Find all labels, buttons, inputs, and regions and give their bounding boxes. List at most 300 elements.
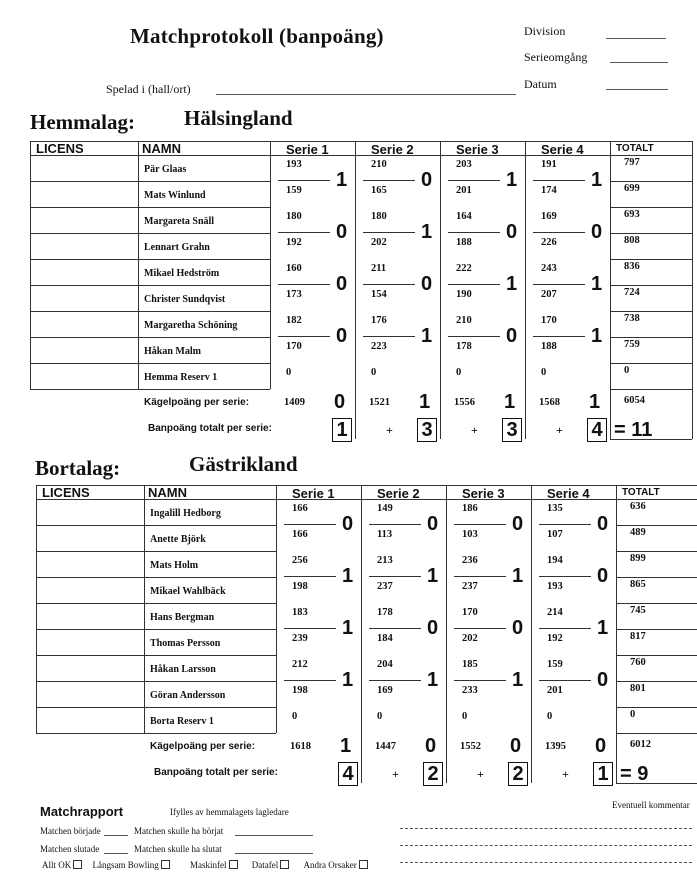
plus-sign: +	[562, 767, 569, 781]
pair-point[interactable]: 0	[421, 273, 433, 295]
option-andra-orsaker[interactable]: Andra Orsaker	[303, 860, 367, 870]
player-score[interactable]: 174	[541, 185, 557, 196]
table-row-line	[30, 207, 270, 208]
pair-point[interactable]: 0	[336, 325, 348, 347]
pair-point[interactable]: 1	[342, 669, 354, 691]
player-name: Margareta Snäll	[144, 216, 215, 227]
ban-total[interactable]: = 9	[620, 763, 649, 785]
pair-divider	[284, 576, 336, 577]
table-row-line	[610, 337, 692, 338]
started-field[interactable]	[104, 835, 128, 836]
plus-sign: +	[386, 423, 393, 437]
column-header-serie-4: Serie 4	[547, 486, 590, 501]
player-total[interactable]: 759	[624, 339, 640, 350]
ended-field[interactable]	[104, 853, 128, 854]
player-score[interactable]: 222	[456, 263, 472, 274]
column-header-namn: NAMN	[148, 485, 187, 500]
player-total[interactable]: 808	[624, 235, 640, 246]
table-column-line	[276, 485, 277, 733]
fill-note: Ifylles av hemmalagets lagledare	[170, 807, 289, 817]
table-row-line	[610, 363, 692, 364]
table-column-line	[138, 141, 139, 389]
player-score[interactable]: 0	[377, 711, 383, 722]
player-score[interactable]: 191	[541, 159, 557, 170]
table-column-line	[616, 485, 617, 783]
home-role-label: Hemmalag:	[30, 110, 135, 134]
pair-point[interactable]: 1	[512, 669, 524, 691]
player-score[interactable]: 237	[462, 581, 478, 592]
player-total[interactable]: 738	[624, 313, 640, 324]
kagel-label: Kägelpoäng per serie:	[144, 397, 250, 408]
table-row-line	[30, 363, 270, 364]
spelad-field[interactable]	[216, 94, 516, 95]
kagel-point[interactable]: 0	[425, 735, 437, 757]
player-name: Ingalill Hedborg	[150, 508, 221, 519]
option-langsam-bowling[interactable]: Långsam Bowling	[93, 860, 170, 870]
pair-point[interactable]: 1	[421, 221, 433, 243]
player-score[interactable]: 193	[547, 581, 563, 592]
player-total[interactable]: 489	[630, 527, 646, 538]
kagel-score[interactable]: 1447	[375, 741, 396, 752]
kagel-score[interactable]: 1521	[369, 397, 390, 408]
pair-divider	[533, 336, 585, 337]
player-total[interactable]: 0	[630, 709, 636, 720]
kagel-score[interactable]: 1409	[284, 397, 305, 408]
table-row-line	[610, 207, 692, 208]
pair-point[interactable]: 0	[597, 513, 609, 535]
comment-label: Eventuell kommentar	[612, 800, 690, 810]
player-name: Mats Winlund	[144, 190, 206, 201]
pair-divider	[363, 336, 415, 337]
kagel-total[interactable]: 6054	[624, 395, 645, 406]
column-header-serie-3: Serie 3	[462, 486, 505, 501]
player-score[interactable]: 182	[286, 315, 302, 326]
player-score[interactable]: 107	[547, 529, 563, 540]
table-column-line	[446, 485, 447, 783]
player-score[interactable]: 201	[547, 685, 563, 696]
player-score[interactable]: 236	[462, 555, 478, 566]
table-row-line	[36, 603, 276, 604]
table-row-line	[610, 311, 692, 312]
pair-divider	[448, 336, 500, 337]
kagel-point[interactable]: 0	[334, 391, 346, 413]
pair-point[interactable]: 1	[421, 325, 433, 347]
player-score[interactable]: 211	[371, 263, 387, 274]
kagel-point[interactable]: 1	[504, 391, 516, 413]
pair-point[interactable]: 1	[506, 169, 518, 191]
division-field[interactable]	[606, 38, 666, 39]
player-score[interactable]: 202	[462, 633, 478, 644]
player-score[interactable]: 149	[377, 503, 393, 514]
comment-line-3[interactable]	[400, 862, 692, 863]
should-end-label: Matchen skulle ha slutat	[134, 844, 222, 854]
pair-divider	[448, 180, 500, 181]
player-name: Håkan Malm	[144, 346, 201, 357]
pair-divider	[284, 680, 336, 681]
pair-point[interactable]: 1	[342, 565, 354, 587]
table-column-line	[361, 485, 362, 783]
column-header-totalt: TOTALT	[616, 143, 654, 154]
player-score[interactable]: 170	[462, 607, 478, 618]
comment-line-2[interactable]	[400, 845, 692, 846]
player-score[interactable]: 239	[292, 633, 308, 644]
pair-point[interactable]: 0	[512, 513, 524, 535]
player-total[interactable]: 797	[624, 157, 640, 168]
pair-point[interactable]: 1	[342, 617, 354, 639]
player-score[interactable]: 169	[377, 685, 393, 696]
player-score[interactable]: 188	[456, 237, 472, 248]
player-score[interactable]: 243	[541, 263, 557, 274]
spelad-label: Spelad i (hall/ort)	[106, 82, 191, 96]
pair-divider	[278, 180, 330, 181]
player-score[interactable]: 180	[286, 211, 302, 222]
kagel-point[interactable]: 1	[340, 735, 352, 757]
pair-point[interactable]: 1	[591, 169, 603, 191]
player-score[interactable]: 0	[371, 367, 377, 378]
pair-point[interactable]: 1	[512, 565, 524, 587]
player-score[interactable]: 0	[456, 367, 462, 378]
player-score[interactable]: 170	[541, 315, 557, 326]
table-row-line	[616, 551, 697, 552]
player-score[interactable]: 193	[286, 159, 302, 170]
pair-divider	[533, 284, 585, 285]
player-score[interactable]: 159	[286, 185, 302, 196]
player-name: Pär Glaas	[144, 164, 187, 175]
report-title: Matchrapport	[40, 804, 124, 819]
option-maskinfel[interactable]: Maskinfel	[190, 860, 238, 870]
pair-divider	[454, 524, 506, 525]
table-top-border	[36, 485, 697, 486]
player-score[interactable]: 178	[456, 341, 472, 352]
player-total[interactable]: 724	[624, 287, 640, 298]
checkbox[interactable]	[161, 860, 170, 869]
kagel-score[interactable]: 1556	[454, 397, 475, 408]
pair-point[interactable]: 1	[591, 273, 603, 295]
player-score[interactable]: 203	[456, 159, 472, 170]
player-score[interactable]: 135	[547, 503, 563, 514]
player-total[interactable]: 817	[630, 631, 646, 642]
player-total[interactable]: 693	[624, 209, 640, 220]
page-title: Matchprotokoll (banpoäng)	[130, 24, 384, 48]
pair-divider	[448, 232, 500, 233]
player-total[interactable]: 801	[630, 683, 646, 694]
pair-divider	[539, 576, 591, 577]
player-score[interactable]: 207	[541, 289, 557, 300]
column-header-totalt: TOTALT	[622, 487, 660, 498]
pair-point[interactable]: 1	[506, 273, 518, 295]
player-score[interactable]: 194	[547, 555, 563, 566]
table-column-line	[355, 141, 356, 439]
table-column-line	[525, 141, 526, 439]
ban-total[interactable]: = 11	[614, 419, 653, 441]
player-score[interactable]: 256	[292, 555, 308, 566]
player-name: Anette Björk	[150, 534, 206, 545]
player-score[interactable]: 165	[371, 185, 387, 196]
player-score[interactable]: 0	[286, 367, 292, 378]
pair-divider	[448, 284, 500, 285]
player-score[interactable]: 192	[286, 237, 302, 248]
column-header-serie-4: Serie 4	[541, 142, 584, 157]
player-score[interactable]: 201	[456, 185, 472, 196]
pair-point[interactable]: 1	[427, 669, 439, 691]
checkbox[interactable]	[229, 860, 238, 869]
checkbox[interactable]	[280, 860, 289, 869]
table-row-line	[30, 285, 270, 286]
status-options	[42, 860, 368, 870]
pair-point[interactable]: 1	[591, 325, 603, 347]
player-score[interactable]: 159	[547, 659, 563, 670]
pair-divider	[369, 576, 421, 577]
table-row-line	[36, 525, 276, 526]
player-score[interactable]: 226	[541, 237, 557, 248]
pair-point[interactable]: 0	[506, 325, 518, 347]
player-score[interactable]: 160	[286, 263, 302, 274]
table-column-line	[270, 141, 271, 389]
player-name: Mikael Wahlbäck	[150, 586, 226, 597]
pair-divider	[539, 680, 591, 681]
player-score[interactable]: 154	[371, 289, 387, 300]
player-score[interactable]: 166	[292, 503, 308, 514]
table-row-line	[36, 629, 276, 630]
player-name: Hemma Reserv 1	[144, 372, 218, 383]
plus-sign: +	[392, 767, 399, 781]
player-score[interactable]: 0	[541, 367, 547, 378]
table-column-line	[30, 141, 31, 389]
table-row-line	[616, 707, 697, 708]
table-row-line	[36, 681, 276, 682]
ban-point-box[interactable]: 4	[338, 762, 358, 786]
pair-point[interactable]: 0	[336, 221, 348, 243]
player-score[interactable]: 237	[377, 581, 393, 592]
ban-point-box[interactable]: 1	[332, 418, 352, 442]
player-name: Mikael Hedström	[144, 268, 220, 279]
player-total[interactable]: 760	[630, 657, 646, 668]
table-column-line	[692, 141, 693, 439]
pair-point[interactable]: 0	[506, 221, 518, 243]
table-row-line	[36, 577, 276, 578]
kagel-point[interactable]: 0	[510, 735, 522, 757]
table-row-line	[36, 707, 276, 708]
table-column-line	[531, 485, 532, 783]
datum-label: Datum	[524, 77, 557, 91]
player-total[interactable]: 699	[624, 183, 640, 194]
option-datafel[interactable]: Datafel	[252, 860, 289, 870]
should-start-label: Matchen skulle ha börjat	[134, 826, 224, 836]
table-row-line	[36, 551, 276, 552]
player-score[interactable]: 0	[292, 711, 298, 722]
pair-divider	[363, 284, 415, 285]
player-score[interactable]: 180	[371, 211, 387, 222]
table-row-line	[30, 311, 270, 312]
player-score[interactable]: 164	[456, 211, 472, 222]
table-header-border	[30, 155, 692, 156]
table-row-line	[610, 389, 692, 390]
datum-field[interactable]	[606, 89, 668, 90]
player-score[interactable]: 170	[286, 341, 302, 352]
kagel-score[interactable]: 1552	[460, 741, 481, 752]
player-score[interactable]: 178	[377, 607, 393, 618]
player-score[interactable]: 185	[462, 659, 478, 670]
pair-divider	[454, 680, 506, 681]
player-name: Mats Holm	[150, 560, 199, 571]
player-score[interactable]: 190	[456, 289, 472, 300]
player-score[interactable]: 188	[541, 341, 557, 352]
player-score[interactable]: 210	[456, 315, 472, 326]
pair-point[interactable]: 1	[597, 617, 609, 639]
player-score[interactable]: 103	[462, 529, 478, 540]
table-row-line	[610, 285, 692, 286]
kagel-score[interactable]: 1618	[290, 741, 311, 752]
table-row-line	[36, 655, 276, 656]
player-score[interactable]: 169	[541, 211, 557, 222]
player-name: Thomas Persson	[150, 638, 221, 649]
ban-point-box[interactable]: 4	[587, 418, 607, 442]
player-score[interactable]: 223	[371, 341, 387, 352]
player-total[interactable]: 836	[624, 261, 640, 272]
pair-divider	[284, 524, 336, 525]
pair-point[interactable]: 0	[591, 221, 603, 243]
player-score[interactable]: 166	[292, 529, 308, 540]
pair-divider	[278, 232, 330, 233]
ban-point-box[interactable]: 3	[417, 418, 437, 442]
player-name: Margaretha Schöning	[144, 320, 238, 331]
comment-line-1[interactable]	[400, 828, 692, 829]
checkbox[interactable]	[359, 860, 368, 869]
table-row-line	[30, 233, 270, 234]
ban-point-box[interactable]: 3	[502, 418, 522, 442]
pair-divider	[278, 336, 330, 337]
pair-divider	[533, 232, 585, 233]
pair-point[interactable]: 0	[597, 565, 609, 587]
table-row-line	[616, 577, 697, 578]
player-total[interactable]: 636	[630, 501, 646, 512]
pair-point[interactable]: 0	[512, 617, 524, 639]
pair-point[interactable]: 0	[597, 669, 609, 691]
player-score[interactable]: 0	[547, 711, 553, 722]
pair-divider	[533, 180, 585, 181]
pair-point[interactable]: 1	[427, 565, 439, 587]
player-score[interactable]: 186	[462, 503, 478, 514]
table-row-line	[616, 655, 697, 656]
column-header-serie-2: Serie 2	[377, 486, 420, 501]
table-column-line	[144, 485, 145, 733]
ban-point-box[interactable]: 2	[423, 762, 443, 786]
column-header-serie-3: Serie 3	[456, 142, 499, 157]
division-label: Division	[524, 24, 566, 38]
player-name: Hans Bergman	[150, 612, 215, 623]
pair-divider	[284, 628, 336, 629]
pair-divider	[539, 628, 591, 629]
player-score[interactable]: 0	[462, 711, 468, 722]
player-name: Göran Andersson	[150, 690, 226, 701]
pair-divider	[454, 628, 506, 629]
player-name: Lennart Grahn	[144, 242, 210, 253]
player-score[interactable]: 183	[292, 607, 308, 618]
serieomgang-label: Serieomgång	[524, 50, 588, 64]
checkbox[interactable]	[73, 860, 82, 869]
table-row-line	[610, 181, 692, 182]
column-header-serie-1: Serie 1	[286, 142, 329, 157]
pair-point[interactable]: 0	[427, 513, 439, 535]
column-header-licens: LICENS	[36, 141, 84, 156]
table-row-line	[616, 629, 697, 630]
player-score[interactable]: 184	[377, 633, 393, 644]
kagel-total[interactable]: 6012	[630, 739, 651, 750]
pair-point[interactable]: 0	[421, 169, 433, 191]
started-label: Matchen började	[40, 826, 101, 836]
ban-label: Banpoäng totalt per serie:	[154, 767, 278, 778]
table-column-line	[610, 141, 611, 439]
player-total[interactable]: 745	[630, 605, 646, 616]
serieomgang-field[interactable]	[610, 62, 668, 63]
table-bottom-border	[30, 389, 270, 390]
player-name: Christer Sundqvist	[144, 294, 226, 305]
player-score[interactable]: 113	[377, 529, 393, 540]
should-end-field[interactable]	[235, 853, 313, 854]
pair-point[interactable]: 0	[342, 513, 354, 535]
player-total[interactable]: 865	[630, 579, 646, 590]
kagel-score[interactable]: 1395	[545, 741, 566, 752]
pair-point[interactable]: 0	[336, 273, 348, 295]
player-score[interactable]: 198	[292, 581, 308, 592]
player-score[interactable]: 233	[462, 685, 478, 696]
pair-divider	[369, 524, 421, 525]
player-total[interactable]: 899	[630, 553, 646, 564]
player-score[interactable]: 213	[377, 555, 393, 566]
table-row-line	[610, 259, 692, 260]
kagel-score[interactable]: 1568	[539, 397, 560, 408]
player-score[interactable]: 202	[371, 237, 387, 248]
option-allt-ok[interactable]: Allt OK	[42, 860, 82, 870]
player-score[interactable]: 210	[371, 159, 387, 170]
player-name: Borta Reserv 1	[150, 716, 214, 727]
table-row-line	[616, 733, 697, 734]
plus-sign: +	[556, 423, 563, 437]
ended-label: Matchen slutade	[40, 844, 100, 854]
away-role-label: Bortalag:	[35, 456, 121, 480]
kagel-point[interactable]: 0	[595, 735, 607, 757]
plus-sign: +	[471, 423, 478, 437]
ban-point-box[interactable]: 1	[593, 762, 613, 786]
player-score[interactable]: 198	[292, 685, 308, 696]
should-start-field[interactable]	[235, 835, 313, 836]
kagel-label: Kägelpoäng per serie:	[150, 741, 256, 752]
player-score[interactable]: 176	[371, 315, 387, 326]
table-column-line	[36, 485, 37, 733]
kagel-point[interactable]: 1	[419, 391, 431, 413]
table-header-border	[36, 499, 697, 500]
player-score[interactable]: 173	[286, 289, 302, 300]
pair-divider	[369, 680, 421, 681]
pair-divider	[369, 628, 421, 629]
pair-point[interactable]: 1	[336, 169, 348, 191]
player-score[interactable]: 204	[377, 659, 393, 670]
ban-point-box[interactable]: 2	[508, 762, 528, 786]
ban-label: Banpoäng totalt per serie:	[148, 423, 272, 434]
player-total[interactable]: 0	[624, 365, 630, 376]
player-score[interactable]: 212	[292, 659, 308, 670]
player-score[interactable]: 192	[547, 633, 563, 644]
pair-divider	[363, 232, 415, 233]
column-header-licens: LICENS	[42, 485, 90, 500]
player-score[interactable]: 214	[547, 607, 563, 618]
table-row-line	[610, 233, 692, 234]
pair-divider	[278, 284, 330, 285]
pair-point[interactable]: 0	[427, 617, 439, 639]
kagel-point[interactable]: 1	[589, 391, 601, 413]
table-row-line	[616, 681, 697, 682]
table-row-line	[616, 525, 697, 526]
